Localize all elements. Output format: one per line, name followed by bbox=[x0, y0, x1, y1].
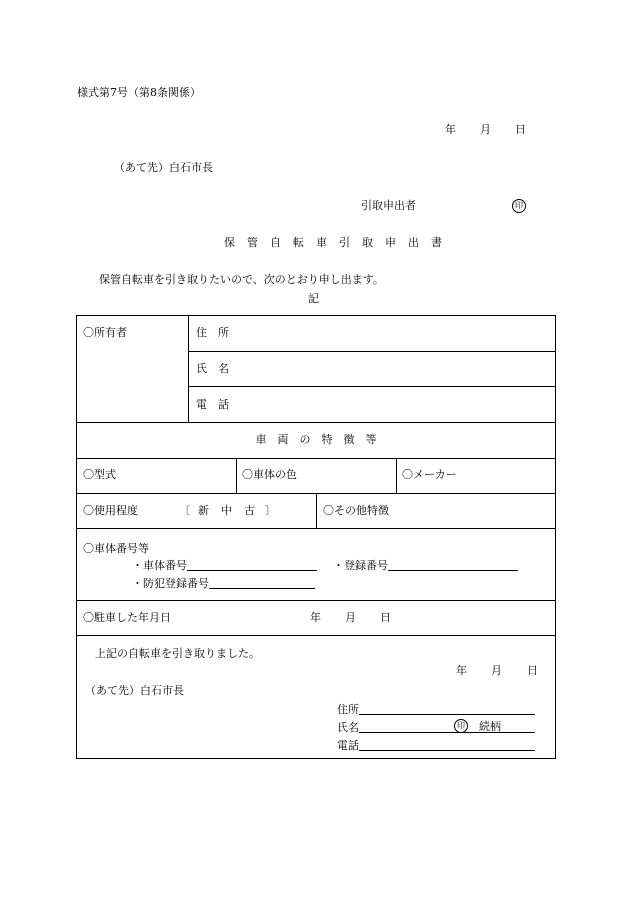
receipt-seal bbox=[454, 719, 468, 733]
owner-address-label: 住 所 bbox=[196, 326, 229, 339]
receipt-phone-line bbox=[359, 739, 535, 751]
receipt-addressee: （あて先）白石市長 bbox=[85, 684, 184, 697]
receipt-address-field bbox=[337, 703, 535, 715]
registration-number-field bbox=[333, 559, 518, 571]
usage-bracket-open: 〔 bbox=[179, 504, 190, 517]
theft-registration-label: ・防犯登録番号 bbox=[132, 577, 209, 590]
addressee: （あて先）白石市長 bbox=[114, 161, 213, 174]
parked-date-label: 〇駐車した年月日 bbox=[83, 611, 171, 624]
parked-date-day: 日 bbox=[380, 611, 391, 624]
owner-label: 〇所有者 bbox=[83, 326, 127, 339]
receipt-name-field bbox=[337, 721, 535, 733]
registration-number-line bbox=[388, 559, 518, 571]
receipt-statement: 上記の自転車を引き取りました。 bbox=[95, 647, 260, 660]
receipt-address-label: 住所 bbox=[337, 703, 359, 716]
usage-option-old: 古 bbox=[244, 504, 255, 517]
maker-label: 〇メーカー bbox=[402, 468, 457, 481]
frame-number-field bbox=[132, 559, 317, 571]
other-features-label: 〇その他特徴 bbox=[323, 504, 389, 517]
owner-name-label: 氏 名 bbox=[196, 362, 229, 375]
usage-bracket-close: 〕 bbox=[265, 504, 276, 517]
registration-number-label: ・登録番号 bbox=[333, 559, 388, 572]
form-number: 様式第7号（第8条関係） bbox=[77, 86, 201, 99]
frame-number-line bbox=[187, 559, 317, 571]
owner-phone-label: 電 話 bbox=[196, 398, 229, 411]
usage-label: 〇使用程度 bbox=[83, 504, 138, 517]
parked-date-year: 年 bbox=[310, 611, 321, 624]
receipt-date-month: 月 bbox=[491, 664, 502, 677]
ki-label: 記 bbox=[308, 292, 319, 305]
theft-registration-field bbox=[132, 577, 315, 589]
receipt-name-line bbox=[359, 721, 535, 733]
receipt-date-day: 日 bbox=[527, 664, 538, 677]
usage-option-new: 新 bbox=[198, 504, 209, 517]
receipt-phone-field bbox=[337, 739, 535, 751]
model-label: 〇型式 bbox=[83, 468, 116, 481]
receipt-address-line bbox=[359, 703, 535, 715]
number-label: 〇車体番号等 bbox=[83, 542, 149, 555]
receipt-name-label: 氏名 bbox=[337, 721, 359, 734]
features-header: 車 両 の 特 徴 等 bbox=[255, 433, 377, 446]
applicant-seal bbox=[512, 199, 526, 213]
theft-registration-line bbox=[209, 577, 315, 589]
receipt-phone-label: 電話 bbox=[337, 739, 359, 752]
document-title: 保管自転車引取申出書 bbox=[224, 236, 454, 249]
applicant-label: 引取申出者 bbox=[361, 199, 416, 212]
intro-text: 保管自転車を引き取りたいので、次のとおり申し出ます。 bbox=[99, 273, 384, 286]
relation-label: 続柄 bbox=[479, 720, 501, 733]
header-date-month: 月 bbox=[480, 123, 491, 136]
color-label: 〇車体の色 bbox=[242, 468, 297, 481]
header-date-day: 日 bbox=[515, 123, 526, 136]
parked-date-month: 月 bbox=[345, 611, 356, 624]
form-table bbox=[76, 315, 556, 759]
header-date-year: 年 bbox=[445, 123, 456, 136]
seal-mark: 印 bbox=[454, 719, 468, 733]
receipt-date-year: 年 bbox=[456, 664, 467, 677]
seal-mark: 印 bbox=[512, 199, 526, 213]
frame-number-label: ・車体番号 bbox=[132, 559, 187, 572]
usage-option-mid: 中 bbox=[221, 504, 232, 517]
